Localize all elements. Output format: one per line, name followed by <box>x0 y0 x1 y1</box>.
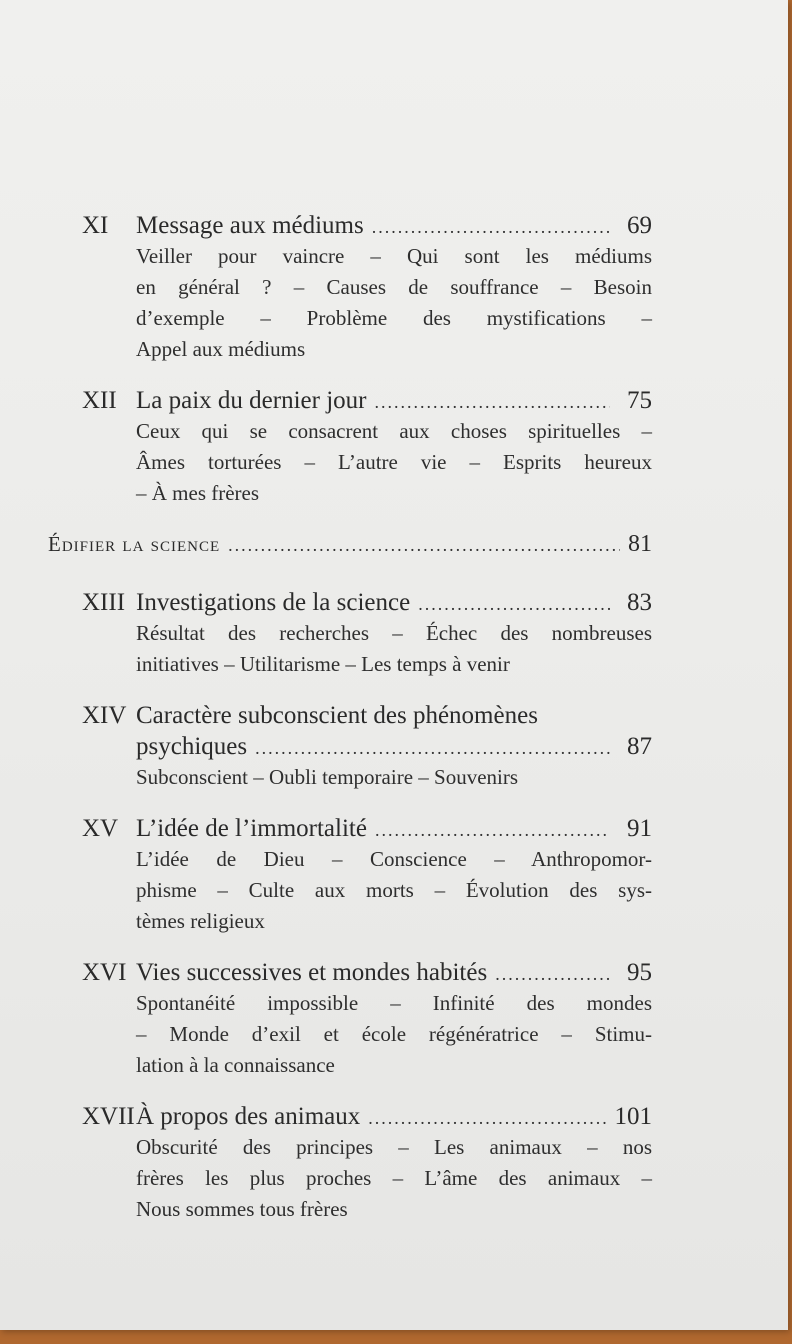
page-number: 69 <box>627 212 652 239</box>
chapter-number: XII <box>82 387 117 414</box>
subtopic-line: – Monde d’exil et école régénératrice – Stimu- <box>136 1022 652 1046</box>
chapter-number: XV <box>82 815 119 842</box>
subtopic-line: L’idée de Dieu – Conscience – Anthropomor- <box>136 847 652 871</box>
chapter-title: À propos des animaux <box>136 1103 361 1130</box>
chapter-number: XIV <box>82 702 127 729</box>
chapter-number: XIII <box>82 589 126 616</box>
page-number: 75 <box>627 387 652 414</box>
subtopic-line: Appel aux médiums <box>136 337 306 361</box>
chapter-title: Message aux médiums <box>136 212 364 239</box>
chapter-subtopics <box>136 618 652 680</box>
chapter-number: XVI <box>82 959 127 986</box>
subtopic-line: d’exemple – Problème des mystifications – <box>136 306 652 330</box>
toc-entry-head <box>82 587 652 618</box>
subtopic-line: initiatives – Utilitarisme – Les temps à venir <box>136 652 510 676</box>
subtopic-line: Spontanéité impossible – Infinité des mondes <box>136 991 652 1015</box>
page-number: 91 <box>627 815 652 842</box>
subtopic-line: Ceux qui se consacrent aux choses spirituelles – <box>136 419 652 443</box>
chapter-title: Vies successives et mondes habités <box>136 959 488 986</box>
leader-dots <box>418 589 610 620</box>
subtopic-line: frères les plus proches – L’âme des animaux – <box>136 1166 652 1190</box>
section-title: Édifier la science <box>48 532 221 556</box>
subtopic-line: Obscurité des principes – Les animaux – nos <box>136 1135 652 1159</box>
toc-entry-head <box>82 813 652 844</box>
section-page-number: 81 <box>628 531 652 557</box>
chapter-subtopics <box>136 762 652 793</box>
chapter-title-continued: psychiques <box>136 733 248 760</box>
chapter-title: Caractère subconscient des phénomènes <box>136 702 538 729</box>
toc-entry-head-continued <box>82 731 652 762</box>
page-number: 95 <box>627 959 652 986</box>
subtopic-line: Résultat des recherches – Échec des nombreuses <box>136 621 652 645</box>
subtopic-line: en général ? – Causes de souffrance – Besoin <box>136 275 652 299</box>
leader-dots <box>228 530 620 561</box>
subtopic-line: Subconscient – Oubli temporaire – Souvenirs <box>136 765 519 789</box>
chapter-title: Investigations de la science <box>136 589 411 616</box>
subtopic-line: – À mes frères <box>136 481 260 505</box>
toc-entry-xiv <box>82 700 652 793</box>
subtopic-line: Âmes torturées – L’autre vie – Esprits heureux <box>136 450 652 474</box>
toc-entry-head <box>82 957 652 988</box>
page-number: 101 <box>614 1103 652 1130</box>
subtopic-line: tèmes religieux <box>136 909 265 933</box>
toc-entry-xvii <box>82 1101 652 1225</box>
toc-entry-xii <box>82 385 652 509</box>
chapter-subtopics <box>136 241 652 365</box>
subtopic-line: Nous sommes tous frères <box>136 1197 348 1221</box>
table-of-contents <box>48 210 652 1245</box>
subtopic-line: lation à la connaissance <box>136 1053 335 1077</box>
chapter-title: La paix du dernier jour <box>136 387 367 414</box>
chapter-number: XI <box>82 212 109 239</box>
chapter-title: L’idée de l’immortalité <box>136 815 367 842</box>
toc-entry-xiii <box>82 587 652 680</box>
subtopic-line: Veiller pour vaincre – Qui sont les médiums <box>136 244 652 268</box>
toc-entry-head <box>82 700 652 731</box>
leader-dots <box>368 1103 606 1134</box>
toc-entry-head <box>82 385 652 416</box>
toc-entry-head <box>82 1101 652 1132</box>
toc-entry-head <box>82 210 652 241</box>
page-number: 83 <box>627 589 652 616</box>
toc-entry-xv <box>82 813 652 937</box>
section-heading <box>48 529 652 561</box>
leader-dots <box>255 733 610 764</box>
page-number: 87 <box>627 733 652 760</box>
leader-dots <box>375 815 610 846</box>
chapter-subtopics <box>136 416 652 509</box>
chapter-subtopics <box>136 844 652 937</box>
chapter-subtopics <box>136 988 652 1081</box>
leader-dots <box>372 212 610 243</box>
leader-dots <box>374 387 610 418</box>
leader-dots <box>495 959 610 990</box>
toc-entry-xvi <box>82 957 652 1081</box>
chapter-number: XVII <box>82 1103 135 1130</box>
subtopic-line: phisme – Culte aux morts – Évolution des sys- <box>136 878 652 902</box>
toc-entry-xi <box>82 210 652 365</box>
chapter-subtopics <box>136 1132 652 1225</box>
